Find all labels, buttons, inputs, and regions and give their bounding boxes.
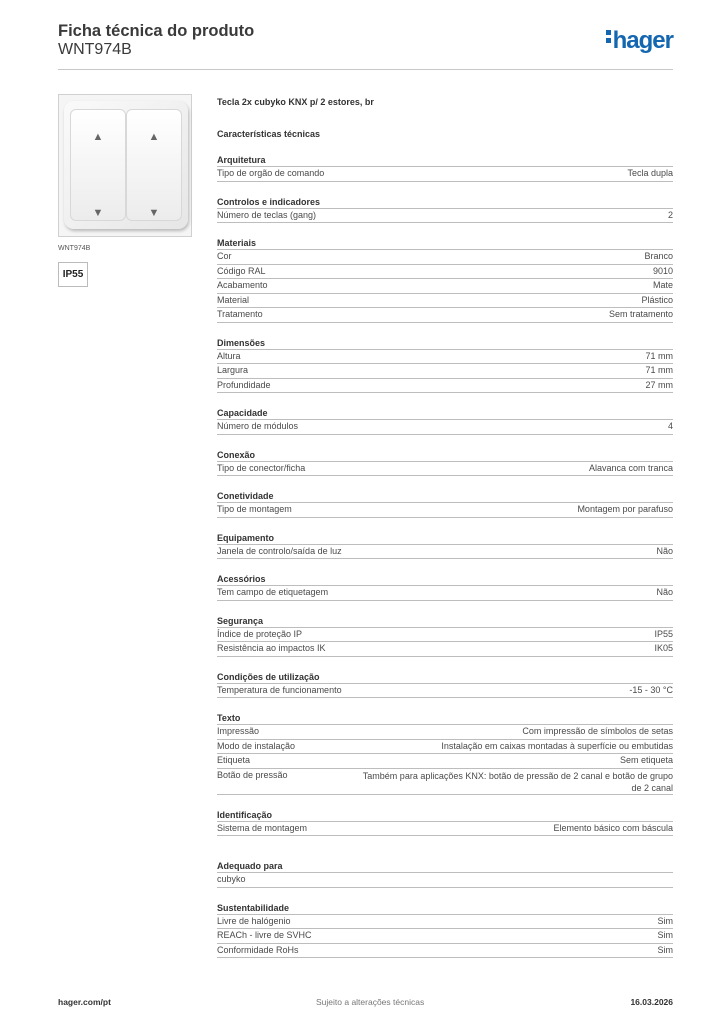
section-title: Condições de utilização xyxy=(217,671,320,682)
spec-row xyxy=(217,502,673,518)
spec-value: Tecla dupla xyxy=(627,168,673,178)
spec-sections xyxy=(217,154,673,958)
spec-row xyxy=(217,914,673,929)
spec-section xyxy=(217,615,673,657)
spec-row xyxy=(217,627,673,642)
spec-value: Sem tratamento xyxy=(608,309,673,319)
footer-date: 16.03.2026 xyxy=(630,997,673,1007)
spec-label: Resistência ao impactos IK xyxy=(217,643,326,653)
spec-value: Sem etiqueta xyxy=(619,755,673,765)
spec-label: Tipo de montagem xyxy=(217,504,292,514)
spec-value: Branco xyxy=(644,251,673,261)
arrow-down-icon: ▼ xyxy=(148,207,160,219)
spec-label: Tem campo de etiquetagem xyxy=(217,587,329,597)
spec-section xyxy=(217,860,673,888)
product-image xyxy=(58,94,192,237)
product-description: Tecla 2x cubyko KNX p/ 2 estores, br xyxy=(217,97,374,107)
spec-value: Com impressão de símbolos de setas xyxy=(522,726,673,736)
spec-row xyxy=(217,739,673,754)
page-header xyxy=(58,22,673,70)
document-title: Ficha técnica do produto xyxy=(58,22,255,40)
spec-label: Cor xyxy=(217,251,232,261)
spec-row xyxy=(217,943,673,959)
spec-value: Sim xyxy=(657,930,673,940)
section-title: Controlos e indicadores xyxy=(217,196,321,207)
spec-row xyxy=(217,264,673,279)
spec-row xyxy=(217,872,673,888)
logo-colon-icon xyxy=(606,27,611,46)
section-title: Arquitetura xyxy=(217,155,266,165)
spec-value: Sim xyxy=(657,915,673,926)
section-title: Equipamento xyxy=(217,532,275,543)
tech-characteristics-title: Características técnicas xyxy=(217,129,321,139)
spec-value: Sim xyxy=(657,944,673,955)
spec-section xyxy=(217,712,673,795)
spec-section xyxy=(217,237,673,323)
section-title: Segurança xyxy=(217,615,264,626)
section-title: Sustentabilidade xyxy=(217,902,290,913)
spec-row xyxy=(217,249,673,264)
section-title: Texto xyxy=(217,713,241,723)
spec-label: REACh - livre de SVHC xyxy=(217,930,312,940)
spec-label: Janela de controlo/saída de luz xyxy=(217,545,342,556)
product-sidebar xyxy=(58,94,198,287)
spec-label: Altura xyxy=(217,350,241,361)
spec-label: Conformidade RoHs xyxy=(217,944,299,955)
spec-row xyxy=(217,378,673,394)
spec-label: Tipo de orgão de comando xyxy=(217,168,325,178)
section-title: Acessórios xyxy=(217,574,266,584)
spec-label: Livre de halógenio xyxy=(217,915,291,926)
specifications xyxy=(217,96,673,958)
spec-value: Montagem por parafuso xyxy=(577,504,673,514)
spec-row xyxy=(217,166,673,182)
footer-website[interactable]: hager.com/pt xyxy=(58,997,111,1007)
spec-label: Sistema de montagem xyxy=(217,822,308,833)
spec-row xyxy=(217,419,673,435)
section-title: Conetividade xyxy=(217,491,274,501)
spec-value: 71 mm xyxy=(645,350,673,361)
section-title: Capacidade xyxy=(217,408,268,418)
section-title: Identificação xyxy=(217,809,273,820)
spec-label: Modo de instalação xyxy=(217,740,296,751)
spec-row xyxy=(217,363,673,378)
spec-section xyxy=(217,809,673,837)
spec-section xyxy=(217,196,673,224)
spec-value: IK05 xyxy=(654,643,673,653)
spec-label: Material xyxy=(217,294,250,305)
spec-label: Impressão xyxy=(217,726,260,736)
spec-row xyxy=(217,307,673,323)
spec-section xyxy=(217,337,673,394)
spec-label: Botão de pressão xyxy=(217,769,288,780)
spec-label: Etiqueta xyxy=(217,755,251,765)
spec-section xyxy=(217,532,673,560)
spec-row xyxy=(217,753,673,768)
spec-value: Também para aplicações KNX: botão de pressão de 2 canal e botão de grupo de 2 canal xyxy=(362,770,673,793)
rocker-key-left xyxy=(70,109,126,221)
spec-value: Não xyxy=(656,545,673,556)
spec-label: Largura xyxy=(217,365,249,375)
spec-value: Elemento básico com báscula xyxy=(553,822,673,833)
ip-rating-badge: IP55 xyxy=(58,262,88,287)
spec-value: Mate xyxy=(652,280,673,290)
spec-value: Não xyxy=(656,587,673,597)
spec-value: 4 xyxy=(667,421,673,431)
spec-value: Instalação em caixas montadas à superfície ou embutidas xyxy=(441,740,673,751)
arrow-up-icon: ▲ xyxy=(148,131,160,143)
spec-section xyxy=(217,490,673,518)
spec-row xyxy=(217,349,673,364)
spec-row xyxy=(217,821,673,837)
spec-value: -15 - 30 °C xyxy=(629,684,673,695)
spec-row xyxy=(217,768,673,795)
arrow-up-icon: ▲ xyxy=(92,131,104,143)
spec-label: Número de teclas (gang) xyxy=(217,209,317,220)
spec-label: Temperatura de funcionamento xyxy=(217,684,342,695)
spec-label: Tipo de conector/ficha xyxy=(217,462,306,473)
spec-section xyxy=(217,902,673,959)
spec-section xyxy=(217,407,673,435)
spec-value: 2 xyxy=(667,209,673,220)
spec-section xyxy=(217,573,673,601)
spec-label: Acabamento xyxy=(217,280,268,290)
spec-section xyxy=(217,671,673,699)
rocker-key-right xyxy=(126,109,182,221)
spec-row xyxy=(217,585,673,601)
spec-label: Tratamento xyxy=(217,309,263,319)
footer-notice: Sujeito a alterações técnicas xyxy=(316,997,425,1007)
product-code: WNT974B xyxy=(58,41,132,58)
section-title: Conexão xyxy=(217,449,256,460)
spec-value: 71 mm xyxy=(645,365,673,375)
spec-value: 9010 xyxy=(652,265,673,276)
section-title: Materiais xyxy=(217,238,257,248)
arrow-down-icon: ▼ xyxy=(92,207,104,219)
section-title: Adequado para xyxy=(217,861,283,871)
section-title: Dimensões xyxy=(217,337,266,348)
hager-logo: hager xyxy=(606,28,673,54)
spec-section xyxy=(217,449,673,477)
spec-section xyxy=(217,154,673,182)
spec-row xyxy=(217,461,673,477)
spec-value: 27 mm xyxy=(645,379,673,390)
spec-label: Índice de proteção IP xyxy=(217,628,303,639)
image-caption: WNT974B xyxy=(58,245,91,252)
spec-value: Alavanca com tranca xyxy=(588,462,673,473)
switch-illustration xyxy=(64,101,188,229)
spec-label: Número de módulos xyxy=(217,421,299,431)
spec-row xyxy=(217,544,673,560)
spec-label: Código RAL xyxy=(217,265,266,276)
spec-label: Profundidade xyxy=(217,379,271,390)
spec-row xyxy=(217,278,673,293)
spec-row xyxy=(217,293,673,308)
spec-value: Plástico xyxy=(641,294,673,305)
spec-row xyxy=(217,928,673,943)
spec-value: IP55 xyxy=(654,628,673,639)
spec-row xyxy=(217,683,673,699)
spec-row xyxy=(217,208,673,224)
spec-row xyxy=(217,641,673,657)
spec-row xyxy=(217,724,673,739)
spec-label: cubyko xyxy=(217,874,246,884)
